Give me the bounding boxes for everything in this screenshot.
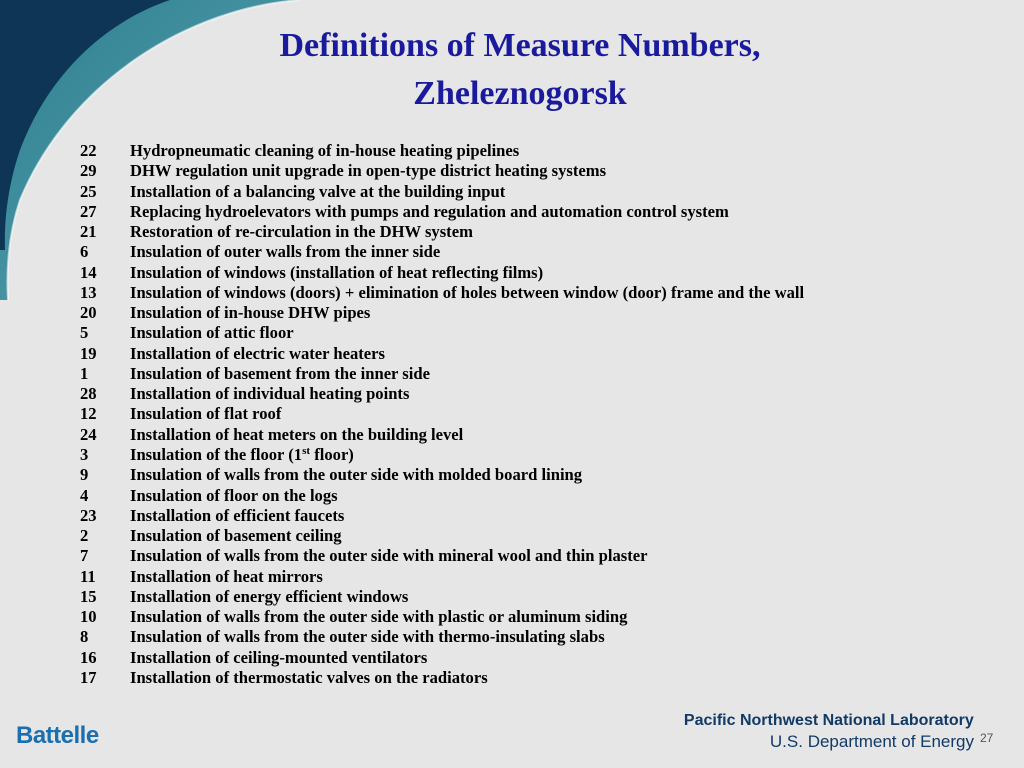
measure-description-text: Replacing hydroelevators with pumps and regulation and automation control system [130, 201, 729, 221]
measure-description [130, 141, 980, 161]
measure-row [80, 465, 980, 485]
measure-description [130, 627, 980, 647]
measure-row [80, 222, 980, 242]
measure-description-text: Insulation of basement from the inner side [130, 363, 430, 383]
measure-number: 9 [80, 465, 89, 485]
measure-number: 5 [80, 323, 89, 343]
measure-description-text: Insulation of walls from the outer side with molded board lining [130, 465, 583, 485]
measure-description [130, 587, 980, 607]
measure-description [130, 668, 980, 688]
measure-description [130, 222, 980, 242]
measure-number: 20 [80, 303, 97, 323]
measure-row [80, 242, 980, 262]
measure-row [80, 486, 980, 506]
measure-description [130, 182, 980, 202]
measure-list [80, 141, 980, 688]
measure-row [80, 323, 980, 343]
measure-description [130, 445, 980, 465]
measure-row [80, 303, 980, 323]
measure-description-text: Hydropneumatic cleaning of in-house heating pipelines [130, 141, 520, 160]
measure-row [80, 404, 980, 424]
measure-number: 29 [80, 161, 97, 181]
measure-description-text: Insulation of basement ceiling [130, 526, 342, 546]
measure-description-text: Insulation of floor on the logs [130, 485, 338, 505]
measure-description-text: Insulation of flat roof [130, 404, 282, 424]
measure-number: 13 [80, 282, 97, 302]
measure-row [80, 141, 980, 161]
measure-description-text: Insulation of outer walls from the inner side [130, 242, 441, 262]
measure-row [80, 344, 980, 364]
measure-description [130, 283, 980, 303]
measure-number: 22 [80, 141, 97, 160]
measure-description-text: DHW regulation unit upgrade in open-type district heating systems [130, 161, 607, 181]
department-name: U.S. Department of Energy [769, 732, 974, 751]
measure-number: 8 [80, 627, 89, 647]
measure-description [130, 648, 980, 668]
measure-description-text: Installation of heat meters on the building level [130, 424, 464, 444]
measure-description [130, 303, 980, 323]
measure-description [130, 425, 980, 445]
measure-description [130, 364, 980, 384]
measure-description [130, 161, 980, 181]
footer-lab-block [684, 712, 974, 752]
measure-row [80, 425, 980, 445]
measure-description [130, 344, 980, 364]
measure-row [80, 384, 980, 404]
measure-description [130, 465, 980, 485]
measure-row [80, 587, 980, 607]
measure-row [80, 161, 980, 181]
measure-description [130, 384, 980, 404]
measure-description-text: Insulation of windows (doors) + elimination of holes between window (door) frame and the wall [130, 282, 805, 302]
lab-name: Pacific Northwest National Laboratory [683, 712, 974, 729]
measure-description [130, 263, 980, 283]
measure-description [130, 404, 980, 424]
measure-number: 15 [80, 586, 97, 606]
measure-number: 10 [80, 607, 97, 627]
measure-row [80, 364, 980, 384]
measure-description-tail: floor) [310, 444, 354, 464]
measure-description-text: Insulation of walls from the outer side with thermo-insulating slabs [130, 627, 605, 647]
measure-description [130, 567, 980, 587]
measure-number: 27 [80, 201, 97, 221]
measure-number: 3 [80, 444, 89, 464]
measure-description-text: Installation of heat mirrors [130, 566, 323, 586]
measure-row [80, 506, 980, 526]
measure-number: 16 [80, 647, 97, 667]
measure-row [80, 182, 980, 202]
measure-description [130, 506, 980, 526]
ordinal-superscript: st [302, 444, 311, 457]
measure-description-text: Insulation of walls from the outer side with plastic or aluminum siding [130, 607, 628, 627]
measure-number: 28 [80, 384, 97, 404]
measure-description-text: Restoration of re-circulation in the DHW system [130, 222, 473, 242]
measure-number: 23 [80, 505, 97, 525]
measure-description-text: Installation of thermostatic valves on the radiators [130, 667, 488, 687]
measure-row [80, 283, 980, 303]
measure-number: 24 [80, 424, 97, 444]
measure-number: 1 [80, 363, 89, 383]
measure-description [130, 607, 980, 627]
measure-description-text: Insulation of walls from the outer side with mineral wool and thin plaster [130, 546, 648, 566]
measure-description-text: Insulation of attic floor [130, 323, 294, 343]
measure-description [130, 546, 980, 566]
measure-number: 21 [80, 222, 97, 242]
measure-number: 2 [80, 526, 89, 546]
measure-description-text: Installation of energy efficient windows [130, 586, 409, 606]
measure-description-text: Installation of individual heating points [130, 384, 410, 404]
measure-description-text: Installation of ceiling-mounted ventilators [130, 647, 428, 667]
measure-row [80, 648, 980, 668]
measure-description-text: Installation of electric water heaters [130, 343, 385, 363]
page-number: 27 [980, 731, 994, 745]
measure-description-text: Insulation of in-house DHW pipes [130, 303, 371, 323]
measure-row [80, 567, 980, 587]
measure-number: 19 [80, 343, 97, 363]
measure-description-text: Installation of efficient faucets [130, 505, 345, 525]
measure-description [130, 486, 980, 506]
measure-number: 11 [80, 566, 96, 586]
measure-row [80, 546, 980, 566]
measure-row [80, 607, 980, 627]
measure-description [130, 323, 980, 343]
measure-number: 7 [80, 546, 89, 566]
measure-number: 12 [80, 404, 97, 424]
measure-description-text: Insulation of the floor (1 [130, 444, 303, 464]
measure-description [130, 202, 980, 222]
measure-row [80, 445, 980, 465]
measure-row [80, 202, 980, 222]
measure-number: 25 [80, 181, 97, 201]
title-line-2: Zheleznogorsk [413, 75, 627, 112]
title-line-1: Definitions of Measure Numbers, [279, 27, 761, 64]
measure-row [80, 263, 980, 283]
measure-number: 6 [80, 242, 89, 262]
measure-description [130, 242, 980, 262]
battelle-logo: Battelle [16, 722, 99, 749]
measure-number: 17 [80, 667, 97, 687]
measure-number: 14 [80, 262, 97, 282]
measure-description [130, 526, 980, 546]
measure-row [80, 668, 980, 688]
measure-number: 4 [80, 485, 89, 505]
measure-description-text: Insulation of windows (installation of heat reflecting films) [130, 262, 544, 282]
measure-description-text: Installation of a balancing valve at the building input [130, 181, 506, 201]
measure-row [80, 627, 980, 647]
measure-row [80, 526, 980, 546]
page-title [140, 22, 900, 118]
